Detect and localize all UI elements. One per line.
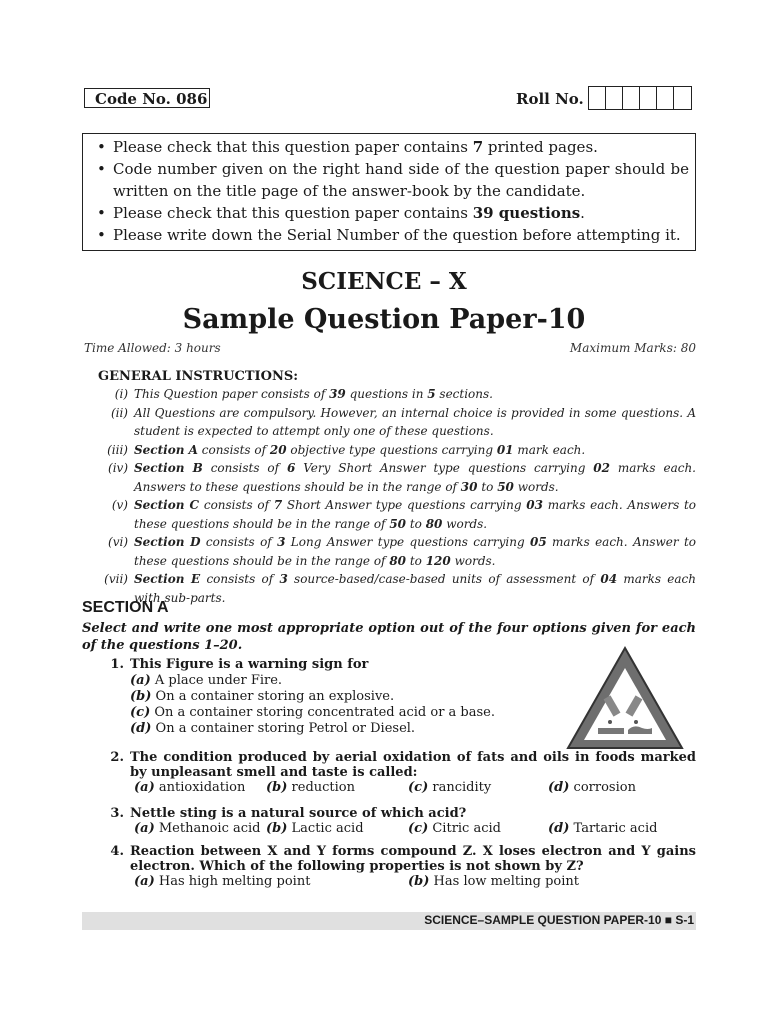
instruction-item: (i) This Question paper consists of 39 questions in 5 sections.	[114, 387, 493, 401]
code-number: Code No. 086	[84, 88, 210, 108]
roll-number-boxes[interactable]	[588, 86, 692, 110]
question-1: 1. This Figure is a warning sign for (a) A place under Fire. (b) On a container storing an explosive. (c) On a container storing concentrated acid or a base. (d) On a container storing Petrol or Diesel.	[110, 657, 496, 736]
instruction-item: (iii) Section A consists of 20 objective type questions carrying 01 mark each.	[107, 442, 586, 457]
question-2: 2. The condition produced by aerial oxidation of fats and oils in foods marked by unpleasant smell and taste is called: (a) antioxidation (b) reduction (c) rancidity (d) corrosion	[110, 750, 696, 795]
section-a-instruction: Select and write one most appropriate option out of the four options given for each of the questions 1–20.	[82, 621, 696, 653]
instruction-item: (vii) Section E consists of 3 source-based/case-based units of assessment of 04 marks each with sub-parts.	[104, 572, 696, 605]
paper-title: Sample Question Paper-10	[182, 304, 586, 335]
section-a-heading: SECTION A	[82, 599, 169, 616]
notice-box	[82, 133, 696, 251]
notice-item: • Please write down the Serial Number of the question before attempting it.	[91, 224, 689, 246]
instruction-item: (ii) All Questions are compulsory. However, an internal choice is provided in some questions. A student is expected to attempt only one of these questions.	[110, 405, 696, 438]
page-number: S-1	[675, 913, 694, 927]
general-instructions-heading: GENERAL INSTRUCTIONS:	[98, 369, 299, 384]
maximum-marks: Maximum Marks: 80	[569, 341, 696, 355]
general-instructions-list	[84, 385, 696, 607]
instruction-item: (vi) Section D consists of 3 Long Answer type questions carrying 05 marks each. Answer to these questions should be in the range of 80 to 120 words.	[108, 535, 696, 568]
notice-item: • Please check that this question paper contains 39 questions.	[91, 202, 689, 224]
instruction-item: (v) Section C consists of 7 Short Answer type questions carrying 03 marks each. Answers to these questions should be in the range of 50 to 80 words.	[111, 498, 697, 531]
question-4: 4. Reaction between X and Y forms compound Z. X loses electron and Y gains electron. Which of the following properties is not shown by Z? (a) Has high melting point (b) Has low melting point	[110, 844, 696, 889]
roll-number-label: Roll No.	[516, 90, 584, 108]
notice-item: • Code number given on the right hand side of the question paper should be written on the title page of the answer-book by the candidate.	[91, 158, 689, 202]
notice-item: • Please check that this question paper contains 7 printed pages.	[91, 136, 689, 158]
subject-title: SCIENCE – X	[301, 268, 467, 295]
corrosive-hazard-triangle-icon	[564, 644, 686, 752]
square-bullet-icon: ■	[664, 913, 672, 927]
time-allowed: Time Allowed: 3 hours	[84, 341, 221, 355]
instruction-item: (iv) Section B consists of 6 Very Short Answer type questions carrying 02 marks each. Answers to these questions should be in the range of 30 to 50 words.	[108, 461, 696, 494]
question-3: 3. Nettle sting is a natural source of which acid? (a) Methanoic acid (b) Lactic acid (c) Citric acid (d) Tartaric acid	[110, 806, 658, 836]
page-footer: SCIENCE–SAMPLE QUESTION PAPER-10 ■ S-1	[424, 913, 694, 927]
